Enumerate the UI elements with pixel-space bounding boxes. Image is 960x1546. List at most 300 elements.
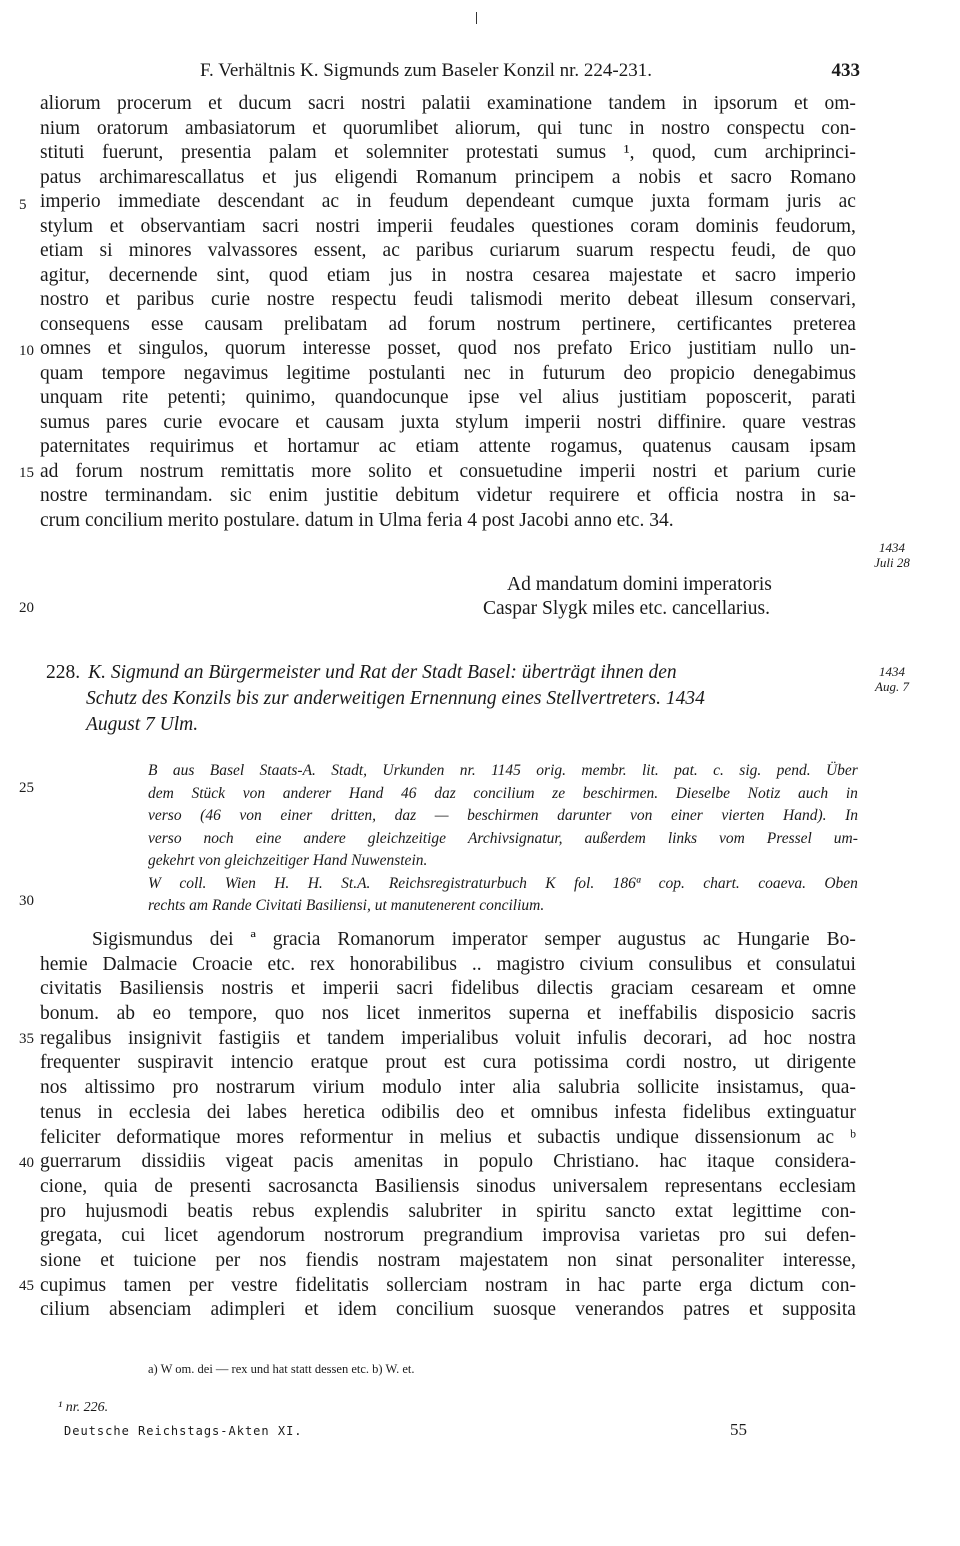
document-title [46,660,856,738]
word: (46 [200,807,221,824]
word: K [545,874,556,892]
word: absenciam [109,1299,192,1321]
margin-date-note [872,540,912,570]
word: dilectis [536,978,594,1000]
word: quorumlibet [343,117,439,139]
word: et [698,166,713,188]
text-line [40,166,856,191]
word: descendant [217,191,305,212]
source-line: rechts am Rande Civitati Basiliensi, ut manutenerent concilium. [148,897,545,914]
word: um- [833,829,858,847]
word: decorari, [643,1027,713,1049]
word: andere [303,829,346,847]
word: ad [40,460,59,482]
word: feudi, [730,240,776,261]
word: palatii [421,93,471,114]
word: stituti [40,142,85,163]
word: rex [310,953,335,975]
word: hujusmodi [85,1200,168,1222]
word: daz [434,784,456,802]
word: nobis [638,166,681,188]
word: patus [40,166,82,188]
word: nos [259,1249,287,1271]
word: cop. [658,874,685,892]
word: tuicione [133,1249,197,1271]
word: presentia [180,142,252,163]
word: reformentur [299,1126,393,1148]
word: universalem [552,1175,648,1197]
text-line [40,1051,856,1076]
word: interesse, [782,1249,856,1271]
word: cesaream [690,978,764,1000]
word: et [781,978,796,1000]
margin-date-year: 1434 [879,664,905,679]
word: legittime [732,1200,802,1222]
word: paternitates [40,436,130,457]
word: negavimus [183,362,269,384]
word: ducum [238,93,292,114]
word: quandocunque [334,387,449,408]
word: solito [368,460,412,482]
word: deformatique [116,1126,221,1148]
word: amenitas [353,1151,424,1173]
word: et [586,1003,602,1025]
word: ambasiatorum [185,117,296,139]
word: alius [562,387,599,408]
word: debitum [395,485,460,506]
word: parte [642,1274,682,1296]
word: cum [713,142,748,163]
word: 1145 [491,762,521,779]
word: qui [537,117,563,139]
word: juxta [651,191,691,212]
word: un- [829,338,856,359]
word: imperii [579,460,636,482]
word: et [107,338,122,359]
word: dissidiis [141,1151,206,1173]
line-number: 35 [19,1031,34,1047]
word: forum [75,460,123,482]
word: hemie [40,953,88,975]
word: preterea [793,313,856,335]
word: et [296,1027,311,1049]
word: superna [508,1003,570,1025]
word: quod [457,338,497,359]
word: Über [825,762,858,779]
word: diffinire. [657,411,727,433]
word: nostrorum [324,1225,405,1247]
word: graciam [610,978,674,1000]
word: nostri [315,215,361,237]
word: cione, [40,1175,88,1197]
text-line [40,337,856,362]
word: membr. [581,762,627,779]
word: virium [312,1077,365,1099]
word: heretica [303,1101,365,1123]
word: sacrosancta [268,1175,359,1197]
word: ze [552,784,566,802]
word: imperialibus [400,1027,499,1049]
word: cui [121,1225,146,1247]
word: respectu [649,240,715,261]
word: verso [148,829,182,847]
word: interesse [302,338,371,359]
word: nostri [652,460,697,482]
word: mores [236,1126,284,1148]
word: in [682,93,698,114]
word: consulatui [775,953,856,975]
word: omnes [40,338,91,359]
source-line: gekehrt von gleichzeitiger Hand Nuwenstein. [148,852,428,869]
word: sinat [615,1249,653,1271]
text-line [40,141,856,166]
word: paribus [136,289,195,310]
word: ac [382,240,400,261]
word: salubria [558,1077,620,1099]
word: Hand). [783,807,827,824]
word: immediate [118,191,201,212]
word: H. [307,874,323,892]
word: con- [821,1200,856,1222]
line-number: 10 [19,343,34,359]
source-line [148,828,858,851]
word: con- [821,117,856,139]
word: Basel [209,762,245,779]
word: de [154,1175,173,1197]
document-number: 228. [46,662,81,683]
word: questiones [531,215,614,237]
word: Basiliensis [374,1175,460,1197]
word: sacri [307,93,345,114]
word: evocare [218,411,280,433]
word: alia [512,1077,541,1099]
word: deo [456,1101,485,1123]
line-number: 15 [19,465,34,481]
word: posset, [387,338,442,359]
word: ª [250,929,256,950]
word: per [188,1274,214,1296]
word: rite [122,387,149,408]
word: nostris [221,978,274,1000]
word: nostri [361,93,406,114]
word: in [443,1151,459,1173]
word: imperii [322,978,379,1000]
word: unquam [40,387,103,408]
word: cilium [40,1299,90,1321]
word: hac [597,1274,626,1296]
word: et [290,978,306,1000]
word: ac [702,929,721,950]
text-line [40,1224,856,1249]
word: imperii [376,215,434,237]
word: parium [744,460,801,482]
word: ad [728,1027,748,1049]
word: causam [731,436,790,457]
word: justitiam [688,338,757,359]
word: Archivsignatur, [467,829,563,847]
margin-date-day: Aug. 7 [875,679,909,694]
source-line [148,760,858,783]
word: nostra [465,264,514,286]
word: nec [463,362,491,384]
word: tamen [123,1274,172,1296]
word: quatenus [642,436,712,457]
word: in [501,1200,517,1222]
word: dissensionum [694,1126,801,1148]
line-number: 25 [19,780,34,796]
line-number: 45 [19,1278,34,1294]
word: quo [274,1003,305,1025]
word: per [215,1249,241,1271]
word: .. [471,953,482,975]
word: terminandam. [104,485,213,506]
word: a [611,166,621,188]
word: sollerciam [386,1274,468,1296]
numbered-footnote: ¹ nr. 226. [58,1400,109,1415]
source-line [148,805,858,828]
word: Hand [348,784,384,802]
word: decernende [108,264,198,286]
signature-line-1: Ad mandatum domini imperatoris [507,574,772,595]
word: futurum [542,362,606,384]
word: suarum [576,240,634,261]
word: et [701,264,716,286]
word: quorum [225,338,286,359]
word: Bo- [826,929,856,950]
word: curie [163,411,203,433]
word: legitime [286,362,351,384]
word: idem [337,1299,377,1321]
word: requirimus [149,436,235,457]
word: ¹, [623,142,635,163]
text-line [40,1200,856,1225]
word: defen- [806,1225,856,1247]
word: cura [482,1052,517,1074]
word: itaque [706,1151,755,1173]
word: suosque [493,1299,556,1321]
word: Sigismundus [92,929,193,950]
word: causam [204,313,263,335]
word: insignivit [128,1027,202,1049]
word: ac [378,436,397,457]
word: nostre [40,485,88,506]
word: et [312,117,327,139]
word: in [800,485,816,506]
word: tandem [608,93,666,114]
word: fidelitatis [295,1274,369,1296]
word: beschirmen [467,807,539,824]
word: eligendi [334,166,398,188]
word: oratorum [96,117,169,139]
word: quo [826,240,856,261]
word: talismodi [470,289,543,310]
word: justitie [325,485,379,506]
text-line [40,117,856,142]
word: bonum. [40,1003,100,1025]
word: majestate [608,264,683,286]
word: paribus [416,240,474,261]
text-line [40,1249,856,1274]
word: quare [742,411,786,433]
word: H. [274,874,290,892]
word: dirigente [786,1052,856,1074]
word: prelibatam [284,313,368,335]
word: vom [719,829,745,847]
word: in [408,1126,424,1148]
text-block-2 [40,928,856,1323]
word: vierten [721,807,765,824]
word: aus [172,762,195,779]
word: sic [229,485,252,506]
word: feudum [388,191,449,212]
word: voluit [514,1027,561,1049]
word: debeat [627,289,679,310]
word: nos [40,1077,68,1099]
text-line [40,1076,856,1101]
word: Pressel [766,829,812,847]
word: denegabimus [753,362,856,384]
word: dominis [695,215,759,237]
word: etiam [327,264,371,286]
word: quod [268,264,308,286]
word: ipse [468,387,500,408]
word: 46 [401,784,417,802]
word: darunter [557,807,612,824]
text-line: crum concilium merito postulare. datum in Ulma feria 4 post Jacobi anno etc. 34. [40,509,674,531]
word: formam [707,191,770,212]
word: nostra [735,485,784,506]
word: Christiano. [553,1151,640,1173]
word: tunc [578,117,613,139]
text-line [40,484,856,509]
word: ac [838,191,856,212]
word: juxta [400,411,440,433]
word: nostro, [683,1052,737,1074]
word: valvassores [207,240,298,261]
text-line [40,215,856,240]
word: sacris [811,1003,856,1025]
word: quinimo, [245,387,316,408]
word: et [295,411,310,433]
word: nostre [266,289,315,310]
word: et [794,93,809,114]
source-description [148,760,858,918]
word: semper [544,929,601,950]
margin-date-day: Juli 28 [874,555,910,570]
word: St.A. [341,874,371,892]
word: forum [427,313,476,335]
word: fidelibus [450,978,520,1000]
word: orig. [536,762,567,779]
word: sancto [605,1200,656,1222]
text-line [40,1150,856,1175]
word: von [239,807,262,824]
word: auch [798,784,829,802]
text-line [40,386,856,411]
word: inter [459,1077,495,1099]
word: honorabilibus [349,953,457,975]
word: consequens [40,313,130,335]
word: insistamus, [716,1077,804,1099]
word: In [845,807,858,824]
word: cordi [625,1052,666,1074]
word: nos [321,1003,349,1025]
word: nostrum [496,313,561,335]
word: Hungarie [737,929,810,950]
word: suspiravit [137,1052,214,1074]
word: feudorum, [775,215,856,237]
word: coaeva. [758,874,806,892]
word: licet [366,1003,400,1025]
word: imperio [40,191,101,212]
word: Wien [224,874,256,892]
page-number: 433 [831,60,860,81]
word: 186ª [612,874,641,892]
word: con- [821,1274,856,1296]
word: sui [764,1225,788,1247]
word: sollicite [637,1077,700,1099]
running-title: F. Verhältnis K. Sigmunds zum Baseler Konzil nr. 224-231. [200,60,652,81]
word: examinatione [487,93,593,114]
text-line [40,411,856,436]
word: propicio [669,362,735,384]
line-number: 20 [19,600,34,616]
word: consuetudine [459,460,563,482]
word: spiritu [536,1200,587,1222]
word: considera- [774,1151,856,1173]
scan-mark [476,12,477,24]
word: daz [394,807,417,824]
word: pacis [293,1151,334,1173]
word: stylum [455,411,509,433]
word: est [443,1052,466,1074]
word: aliorum [40,93,101,114]
word: einer [280,807,313,824]
word: links [667,829,698,847]
word: hoc [763,1027,792,1049]
word: eo [152,1003,171,1025]
word: protestati [466,142,539,163]
word: et [507,1126,522,1148]
word: Dieselbe [675,784,730,802]
text-line [40,1002,856,1027]
word: officia [668,485,719,506]
word: sacri [396,978,434,1000]
word: adimpleri [210,1299,286,1321]
word: cesarea [532,264,590,286]
word: agendorum [217,1225,305,1247]
word: cupimus [40,1274,107,1296]
word: populo [478,1151,533,1173]
word: parati [811,387,856,408]
word: fol. [574,874,595,892]
text-line [40,264,856,289]
word: inmeritos [417,1003,492,1025]
word: in [97,1101,113,1123]
word: vestre [231,1274,278,1296]
word: principem [514,166,594,188]
word: omne [812,978,856,1000]
word: beatis [187,1200,233,1222]
word: altissimo [84,1077,156,1099]
line-number: 5 [19,197,27,213]
word: nos [513,338,541,359]
word: Notiz [747,784,781,802]
word: coll. [179,874,207,892]
text-line [40,1274,856,1299]
word: ac [816,1126,835,1148]
word: eine [255,829,282,847]
